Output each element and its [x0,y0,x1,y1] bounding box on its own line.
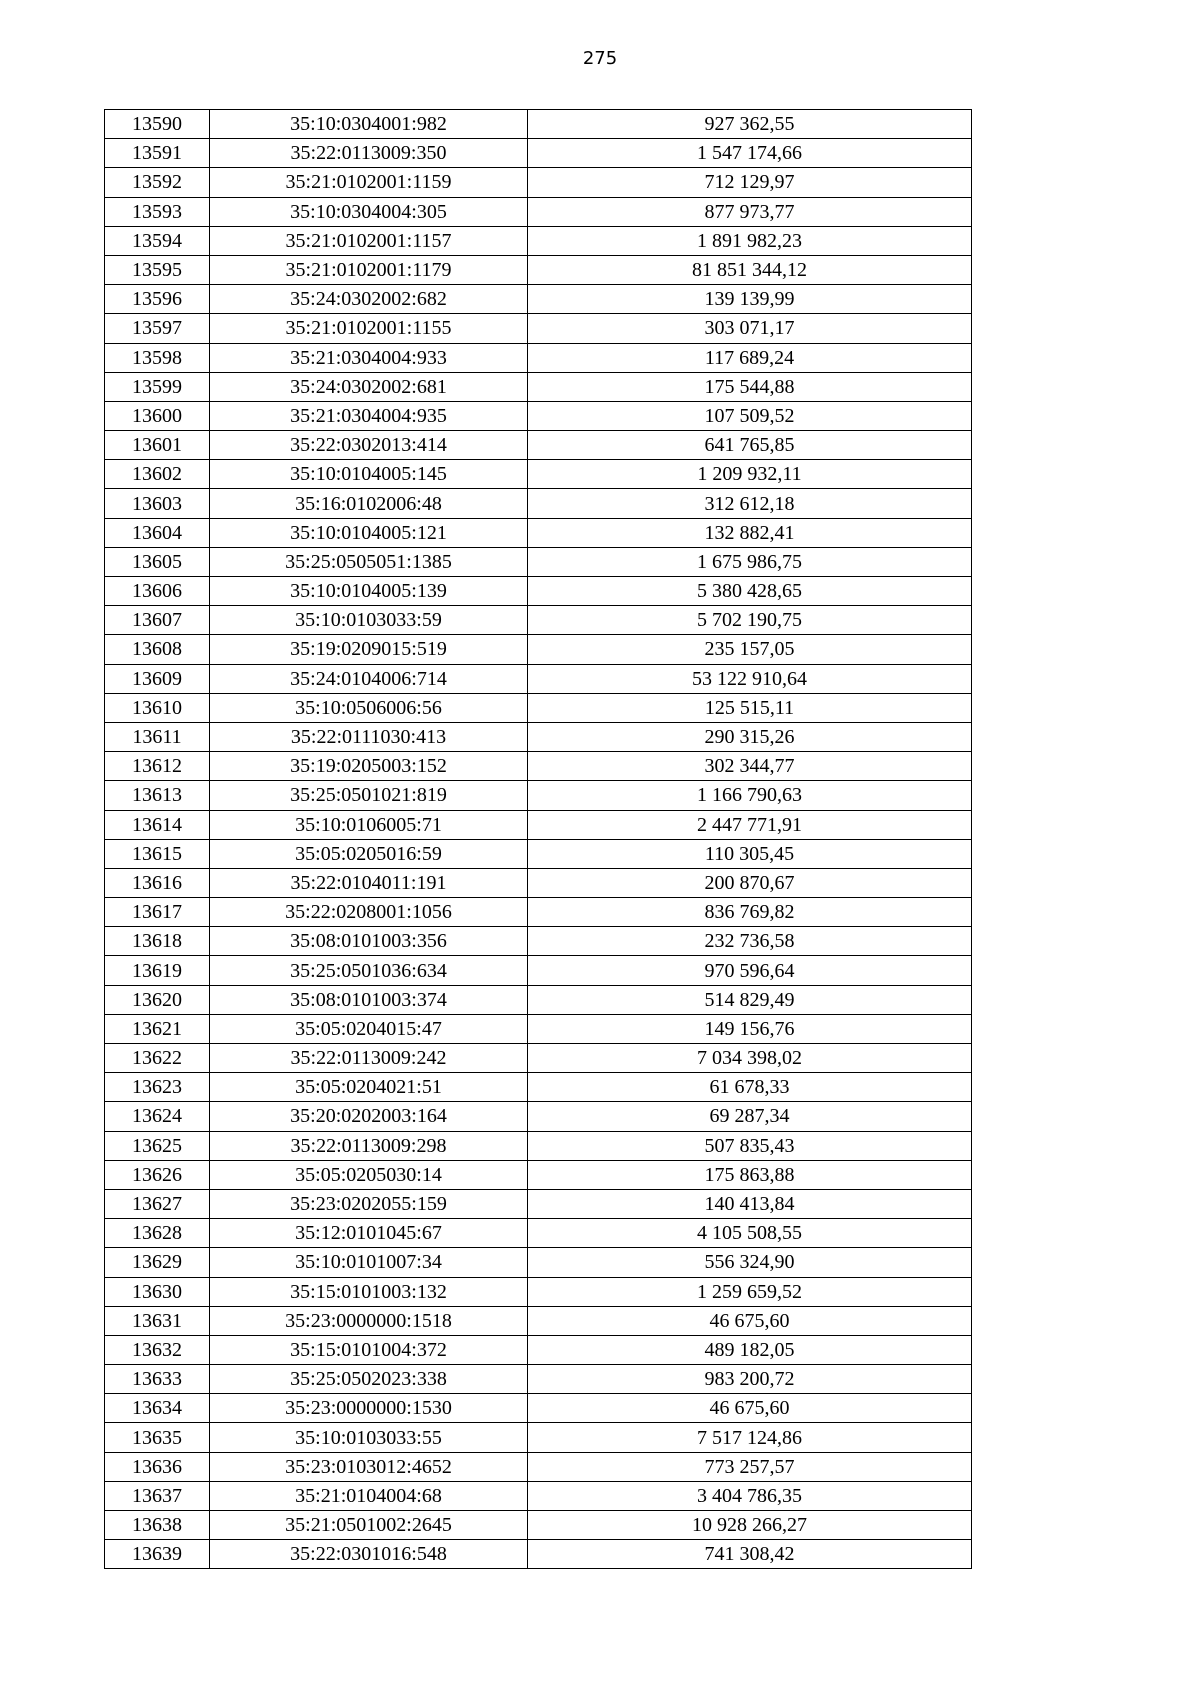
cadastral-number-cell: 35:21:0104004:68 [210,1481,528,1510]
row-number-cell: 13635 [105,1423,210,1452]
cadastral-number-cell: 35:15:0101003:132 [210,1277,528,1306]
cadastral-number-cell: 35:05:0205030:14 [210,1160,528,1189]
table-row [105,810,972,839]
table-row [105,1540,972,1569]
cadastral-value-cell: 489 182,05 [528,1335,972,1364]
cadastral-value-cell: 53 122 910,64 [528,664,972,693]
cadastral-number-cell: 35:10:0104005:145 [210,460,528,489]
cadastral-value-cell: 927 362,55 [528,110,972,139]
cadastral-value-cell: 1 166 790,63 [528,781,972,810]
table-row [105,693,972,722]
table-row [105,518,972,547]
cadastral-value-cell: 1 891 982,23 [528,226,972,255]
row-number-cell: 13617 [105,898,210,927]
row-number-cell: 13600 [105,401,210,430]
cadastral-value-cell: 290 315,26 [528,722,972,751]
row-number-cell: 13612 [105,752,210,781]
cadastral-value-cell: 7 034 398,02 [528,1044,972,1073]
row-number-cell: 13630 [105,1277,210,1306]
cadastral-value-cell: 5 702 190,75 [528,606,972,635]
cadastral-value-cell: 507 835,43 [528,1131,972,1160]
row-number-cell: 13625 [105,1131,210,1160]
table-row [105,1365,972,1394]
row-number-cell: 13594 [105,226,210,255]
row-number-cell: 13605 [105,547,210,576]
cadastral-value-cell: 712 129,97 [528,168,972,197]
row-number-cell: 13619 [105,956,210,985]
row-number-cell: 13610 [105,693,210,722]
table-row [105,372,972,401]
cadastral-value-cell: 1 547 174,66 [528,139,972,168]
table-row [105,547,972,576]
cadastral-value-cell: 46 675,60 [528,1394,972,1423]
cadastral-number-cell: 35:23:0202055:159 [210,1189,528,1218]
cadastral-number-cell: 35:21:0102001:1155 [210,314,528,343]
table-row [105,1014,972,1043]
cadastral-value-cell: 970 596,64 [528,956,972,985]
cadastral-value-cell: 836 769,82 [528,898,972,927]
cadastral-value-cell: 232 736,58 [528,927,972,956]
cadastral-value-cell: 235 157,05 [528,635,972,664]
cadastral-number-cell: 35:05:0205016:59 [210,839,528,868]
cadastral-number-cell: 35:10:0304004:305 [210,197,528,226]
table-row [105,1452,972,1481]
cadastral-value-cell: 46 675,60 [528,1306,972,1335]
cadastral-number-cell: 35:10:0104005:139 [210,577,528,606]
cadastral-value-cell: 140 413,84 [528,1189,972,1218]
table-row [105,168,972,197]
table-row [105,898,972,927]
table-body [105,110,972,1569]
table-row [105,1131,972,1160]
table-row [105,752,972,781]
table-row [105,839,972,868]
table-row [105,635,972,664]
page-number: 275 [582,48,618,69]
cadastral-number-cell: 35:22:0111030:413 [210,722,528,751]
table-row [105,285,972,314]
cadastral-number-cell: 35:10:0101007:34 [210,1248,528,1277]
cadastral-value-cell: 7 517 124,86 [528,1423,972,1452]
row-number-cell: 13615 [105,839,210,868]
cadastral-number-cell: 35:21:0501002:2645 [210,1511,528,1540]
cadastral-value-cell: 1 209 932,11 [528,460,972,489]
cadastral-number-cell: 35:10:0304001:982 [210,110,528,139]
cadastral-value-cell: 302 344,77 [528,752,972,781]
row-number-cell: 13636 [105,1452,210,1481]
cadastral-number-cell: 35:10:0506006:56 [210,693,528,722]
row-number-cell: 13634 [105,1394,210,1423]
cadastral-value-cell: 61 678,33 [528,1073,972,1102]
cadastral-value-cell: 10 928 266,27 [528,1511,972,1540]
cadastral-number-cell: 35:25:0501021:819 [210,781,528,810]
row-number-cell: 13609 [105,664,210,693]
cadastral-value-cell: 110 305,45 [528,839,972,868]
table-row [105,1073,972,1102]
cadastral-value-cell: 117 689,24 [528,343,972,372]
table-row [105,489,972,518]
row-number-cell: 13624 [105,1102,210,1131]
table-row [105,255,972,284]
cadastral-number-cell: 35:19:0205003:152 [210,752,528,781]
table-row [105,1160,972,1189]
cadastral-number-cell: 35:23:0000000:1518 [210,1306,528,1335]
cadastral-value-cell: 556 324,90 [528,1248,972,1277]
cadastral-number-cell: 35:22:0113009:350 [210,139,528,168]
cadastral-number-cell: 35:24:0104006:714 [210,664,528,693]
cadastral-number-cell: 35:25:0505051:1385 [210,547,528,576]
row-number-cell: 13638 [105,1511,210,1540]
row-number-cell: 13639 [105,1540,210,1569]
cadastral-value-cell: 641 765,85 [528,431,972,460]
cadastral-value-cell: 149 156,76 [528,1014,972,1043]
cadastral-number-cell: 35:15:0101004:372 [210,1335,528,1364]
row-number-cell: 13628 [105,1219,210,1248]
cadastral-number-cell: 35:21:0102001:1179 [210,255,528,284]
cadastral-number-cell: 35:22:0113009:242 [210,1044,528,1073]
row-number-cell: 13632 [105,1335,210,1364]
cadastral-number-cell: 35:21:0304004:935 [210,401,528,430]
table-row [105,956,972,985]
table-row [105,1481,972,1510]
cadastral-number-cell: 35:10:0103033:59 [210,606,528,635]
table-row [105,781,972,810]
cadastral-number-cell: 35:22:0208001:1056 [210,898,528,927]
row-number-cell: 13590 [105,110,210,139]
table-row [105,1511,972,1540]
row-number-cell: 13633 [105,1365,210,1394]
row-number-cell: 13595 [105,255,210,284]
row-number-cell: 13614 [105,810,210,839]
row-number-cell: 13606 [105,577,210,606]
row-number-cell: 13599 [105,372,210,401]
table-row [105,314,972,343]
cadastral-number-cell: 35:10:0106005:71 [210,810,528,839]
cadastral-number-cell: 35:19:0209015:519 [210,635,528,664]
table-row [105,1335,972,1364]
row-number-cell: 13593 [105,197,210,226]
row-number-cell: 13618 [105,927,210,956]
row-number-cell: 13626 [105,1160,210,1189]
cadastral-value-table [104,109,972,1569]
cadastral-number-cell: 35:16:0102006:48 [210,489,528,518]
row-number-cell: 13607 [105,606,210,635]
cadastral-value-cell: 139 139,99 [528,285,972,314]
cadastral-number-cell: 35:20:0202003:164 [210,1102,528,1131]
cadastral-value-cell: 1 675 986,75 [528,547,972,576]
cadastral-number-cell: 35:21:0102001:1159 [210,168,528,197]
table-row [105,226,972,255]
cadastral-number-cell: 35:25:0502023:338 [210,1365,528,1394]
cadastral-value-cell: 125 515,11 [528,693,972,722]
cadastral-value-cell: 2 447 771,91 [528,810,972,839]
table-row [105,401,972,430]
cadastral-value-cell: 773 257,57 [528,1452,972,1481]
row-number-cell: 13631 [105,1306,210,1335]
cadastral-value-cell: 3 404 786,35 [528,1481,972,1510]
row-number-cell: 13627 [105,1189,210,1218]
row-number-cell: 13597 [105,314,210,343]
row-number-cell: 13623 [105,1073,210,1102]
table-row [105,1423,972,1452]
table-row [105,431,972,460]
table-row [105,927,972,956]
row-number-cell: 13611 [105,722,210,751]
cadastral-value-cell: 4 105 508,55 [528,1219,972,1248]
cadastral-number-cell: 35:23:0000000:1530 [210,1394,528,1423]
cadastral-number-cell: 35:05:0204015:47 [210,1014,528,1043]
table-row [105,664,972,693]
cadastral-value-cell: 877 973,77 [528,197,972,226]
cadastral-number-cell: 35:22:0302013:414 [210,431,528,460]
table-row [105,1219,972,1248]
cadastral-value-cell: 514 829,49 [528,985,972,1014]
cadastral-number-cell: 35:08:0101003:374 [210,985,528,1014]
cadastral-value-cell: 983 200,72 [528,1365,972,1394]
table-row [105,1189,972,1218]
cadastral-value-cell: 303 071,17 [528,314,972,343]
cadastral-value-cell: 200 870,67 [528,868,972,897]
cadastral-value-cell: 69 287,34 [528,1102,972,1131]
row-number-cell: 13601 [105,431,210,460]
cadastral-number-cell: 35:12:0101045:67 [210,1219,528,1248]
row-number-cell: 13616 [105,868,210,897]
table-row [105,722,972,751]
cadastral-number-cell: 35:08:0101003:356 [210,927,528,956]
table-row [105,577,972,606]
table-row [105,343,972,372]
cadastral-number-cell: 35:25:0501036:634 [210,956,528,985]
cadastral-value-cell: 107 509,52 [528,401,972,430]
cadastral-number-cell: 35:10:0104005:121 [210,518,528,547]
cadastral-number-cell: 35:22:0301016:548 [210,1540,528,1569]
table-row [105,1394,972,1423]
cadastral-value-cell: 741 308,42 [528,1540,972,1569]
row-number-cell: 13592 [105,168,210,197]
cadastral-value-cell: 132 882,41 [528,518,972,547]
table-row [105,1277,972,1306]
cadastral-number-cell: 35:21:0102001:1157 [210,226,528,255]
cadastral-value-cell: 5 380 428,65 [528,577,972,606]
row-number-cell: 13629 [105,1248,210,1277]
cadastral-number-cell: 35:21:0304004:933 [210,343,528,372]
cadastral-number-cell: 35:22:0104011:191 [210,868,528,897]
cadastral-value-cell: 312 612,18 [528,489,972,518]
cadastral-number-cell: 35:10:0103033:55 [210,1423,528,1452]
table-row [105,1306,972,1335]
row-number-cell: 13622 [105,1044,210,1073]
table-row [105,868,972,897]
cadastral-number-cell: 35:05:0204021:51 [210,1073,528,1102]
row-number-cell: 13620 [105,985,210,1014]
cadastral-number-cell: 35:24:0302002:682 [210,285,528,314]
table-row [105,985,972,1014]
table-row [105,606,972,635]
table-row [105,460,972,489]
cadastral-value-cell: 81 851 344,12 [528,255,972,284]
table-row [105,1102,972,1131]
table-row [105,110,972,139]
cadastral-number-cell: 35:22:0113009:298 [210,1131,528,1160]
row-number-cell: 13613 [105,781,210,810]
cadastral-value-cell: 175 544,88 [528,372,972,401]
row-number-cell: 13591 [105,139,210,168]
table-row [105,1248,972,1277]
row-number-cell: 13604 [105,518,210,547]
row-number-cell: 13602 [105,460,210,489]
row-number-cell: 13598 [105,343,210,372]
row-number-cell: 13603 [105,489,210,518]
table-row [105,139,972,168]
row-number-cell: 13621 [105,1014,210,1043]
row-number-cell: 13608 [105,635,210,664]
cadastral-value-cell: 175 863,88 [528,1160,972,1189]
row-number-cell: 13596 [105,285,210,314]
row-number-cell: 13637 [105,1481,210,1510]
cadastral-value-cell: 1 259 659,52 [528,1277,972,1306]
cadastral-number-cell: 35:23:0103012:4652 [210,1452,528,1481]
table-row [105,1044,972,1073]
cadastral-number-cell: 35:24:0302002:681 [210,372,528,401]
table-row [105,197,972,226]
